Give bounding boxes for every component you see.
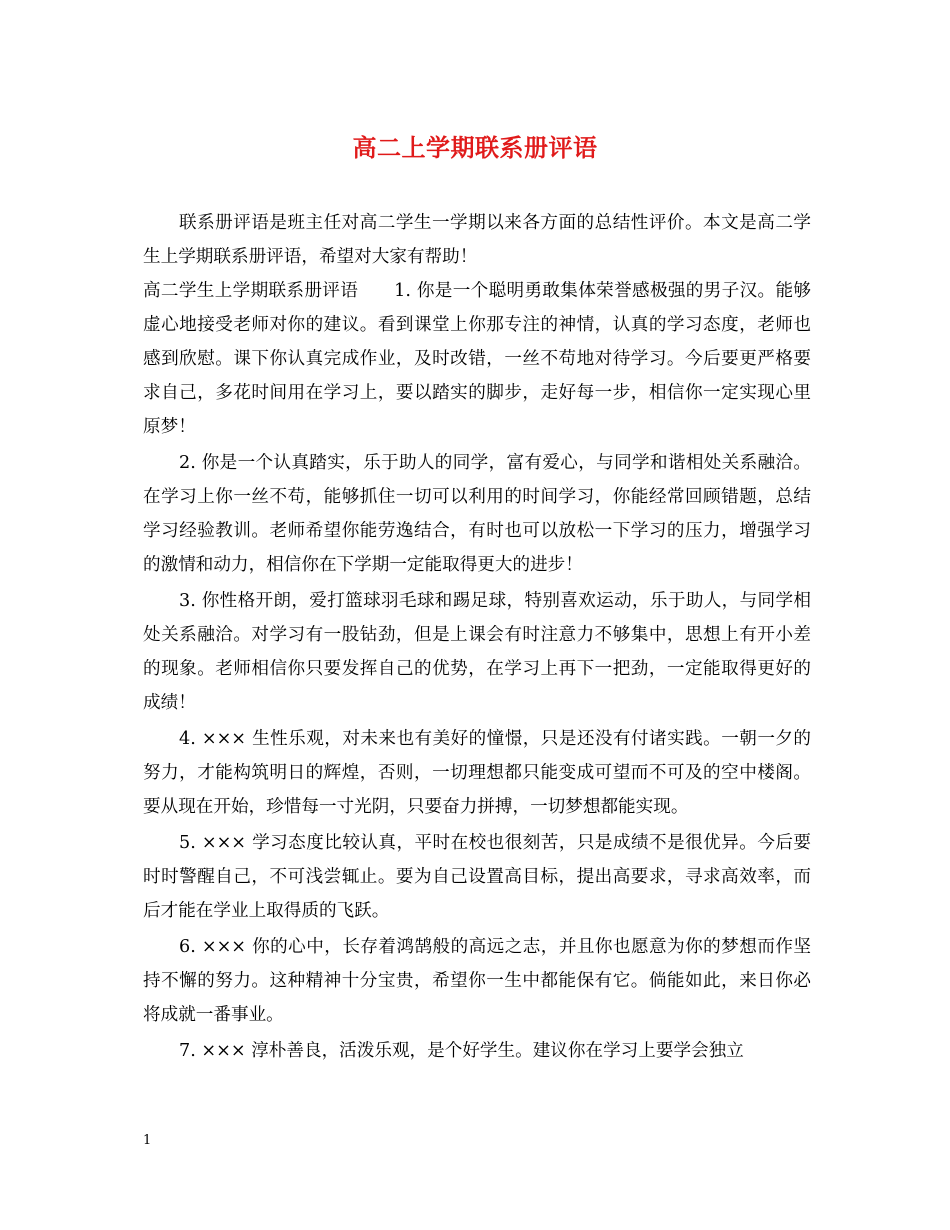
page-number: 1 bbox=[143, 1133, 152, 1148]
comment-item-2: 2. 你是一个认真踏实，乐于助人的同学，富有爱心，与同学和谐相处关系融洽。在学习上你一丝不苟，能够抓住一切可以利用的时间学习，你能经常回顾错题，总结学习经验教训。老师希望你能劳逸结合，有时也可以放松一下学习的压力，增强学习的激情和动力，相信你在下学期一定能取得更大的进步！ bbox=[143, 453, 811, 575]
comment-item-7: 7. ××× 淳朴善良，活泼乐观，是个好学生。建议你在学习上要学会独立 bbox=[179, 1041, 744, 1061]
comment-item-1-text: 1. 你是一个聪明勇敢集体荣誉感极强的男子汉。能够虚心地接受老师对你的建议。看到课堂上你那专注的神情，认真的学习态度，老师也感到欣慰。课下你认真完成作业，及时改错，一丝不苟地对待学习。今后要更严格要求自己，多花时间用在学习上，要以踏实的脚步，走好每一步，相信你一定实现心里原梦！ bbox=[143, 281, 811, 437]
comment-item-1 bbox=[143, 274, 811, 444]
intro-paragraph: 联系册评语是班主任对高二学生一学期以来各方面的总结性评价。本文是高二学生上学期联系册评语，希望对大家有帮助！ bbox=[143, 213, 811, 267]
document-body bbox=[143, 206, 811, 1068]
document-title: 高二上学期联系册评语 bbox=[352, 133, 598, 162]
comment-item-5: 5. ××× 学习态度比较认真，平时在校也很刻苦，只是成绩不是很优异。今后要时时警醒自己，不可浅尝辄止。要为自己设置高目标，提出高要求，寻求高效率，而后才能在学业上取得质的飞跃。 bbox=[143, 833, 811, 921]
comment-item-3: 3. 你性格开朗，爱打篮球羽毛球和踢足球，特别喜欢运动，乐于助人，与同学相处关系融洽。对学习有一股钻劲，但是上课会有时注意力不够集中，思想上有开小差的现象。老师相信你只要发挥自己的优势，在学习上再下一把劲，一定能取得更好的成绩！ bbox=[143, 591, 811, 713]
comment-item-6: 6. ××× 你的心中，长存着鸿鹄般的高远之志，并且你也愿意为你的梦想而作坚持不懈的努力。这种精神十分宝贵，希望你一生中都能保有它。倘能如此，来日你必将成就一番事业。 bbox=[143, 937, 811, 1025]
section-heading: 高二学生上学期联系册评语 bbox=[143, 281, 359, 301]
comment-item-4: 4. ××× 生性乐观，对未来也有美好的憧憬，只是还没有付诸实践。一朝一夕的努力，才能构筑明日的辉煌，否则，一切理想都只能变成可望而不可及的空中楼阁。要从现在开始，珍惜每一寸光阴，只要奋力拼搏，一切梦想都能实现。 bbox=[143, 729, 811, 817]
